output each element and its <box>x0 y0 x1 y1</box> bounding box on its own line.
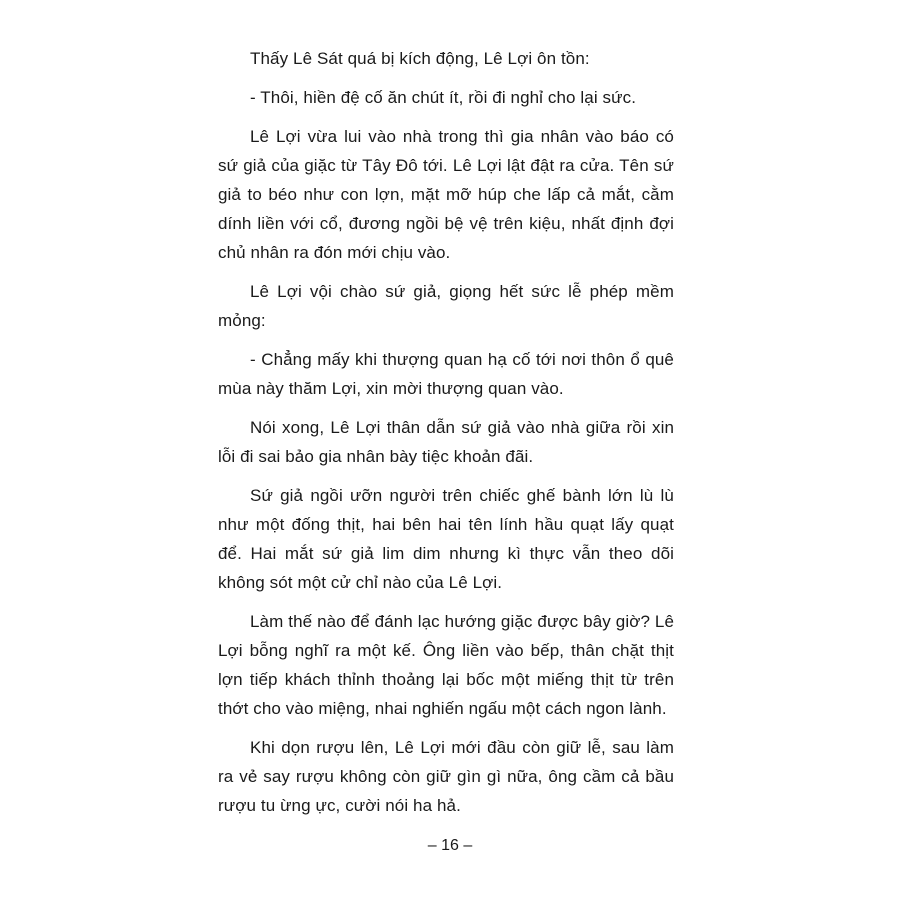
page-number: – 16 – <box>427 837 473 854</box>
paragraph: Sứ giả ngồi ưỡn người trên chiếc ghế bành lớn lù lù như một đống thịt, hai bên hai tên lính hầu quạt lấy quạt để. Hai mắt sứ giả lim dim nhưng kì thực vẫn theo dõi không sót một cử chỉ nào của Lê Lợi. <box>218 486 674 592</box>
paragraph: Làm thế nào để đánh lạc hướng giặc được bây giờ? Lê Lợi bỗng nghĩ ra một kế. Ông liền vào bếp, thân chặt thịt lợn tiếp khách thỉnh thoảng lại bốc một miếng thịt từ trên thớt cho vào miệng, nhai nghiến ngấu một cách ngon lành. <box>218 612 674 718</box>
paragraph: - Chẳng mấy khi thượng quan hạ cố tới nơi thôn ổ quê mùa này thăm Lợi, xin mời thượng quan vào. <box>218 350 674 398</box>
paragraph: Thấy Lê Sát quá bị kích động, Lê Lợi ôn tồn: <box>250 49 590 68</box>
body-text <box>218 44 674 830</box>
paragraph: Lê Lợi vội chào sứ giả, giọng hết sức lễ phép mềm mỏng: <box>218 282 674 330</box>
paragraph: - Thôi, hiền đệ cố ăn chút ít, rồi đi nghỉ cho lại sức. <box>250 88 637 107</box>
paragraph: Lê Lợi vừa lui vào nhà trong thì gia nhân vào báo có sứ giả của giặc từ Tây Đô tới. Lê Lợi lật đật ra cửa. Tên sứ giả to béo như con lợn, mặt mỡ húp che lấp cả mắt, cằm dính liền với cổ, đương ngồi bệ vệ trên kiệu, nhất định đợi chủ nhân ra đón mới chịu vào. <box>218 127 674 262</box>
paragraph: Khi dọn rượu lên, Lê Lợi mới đầu còn giữ lễ, sau làm ra vẻ say rượu không còn giữ gìn gì nữa, ông cầm cả bầu rượu tu ừng ực, cười nói ha hả. <box>218 738 674 815</box>
paragraph: Nói xong, Lê Lợi thân dẫn sứ giả vào nhà giữa rồi xin lỗi đi sai bảo gia nhân bày tiệc khoản đãi. <box>218 418 674 466</box>
